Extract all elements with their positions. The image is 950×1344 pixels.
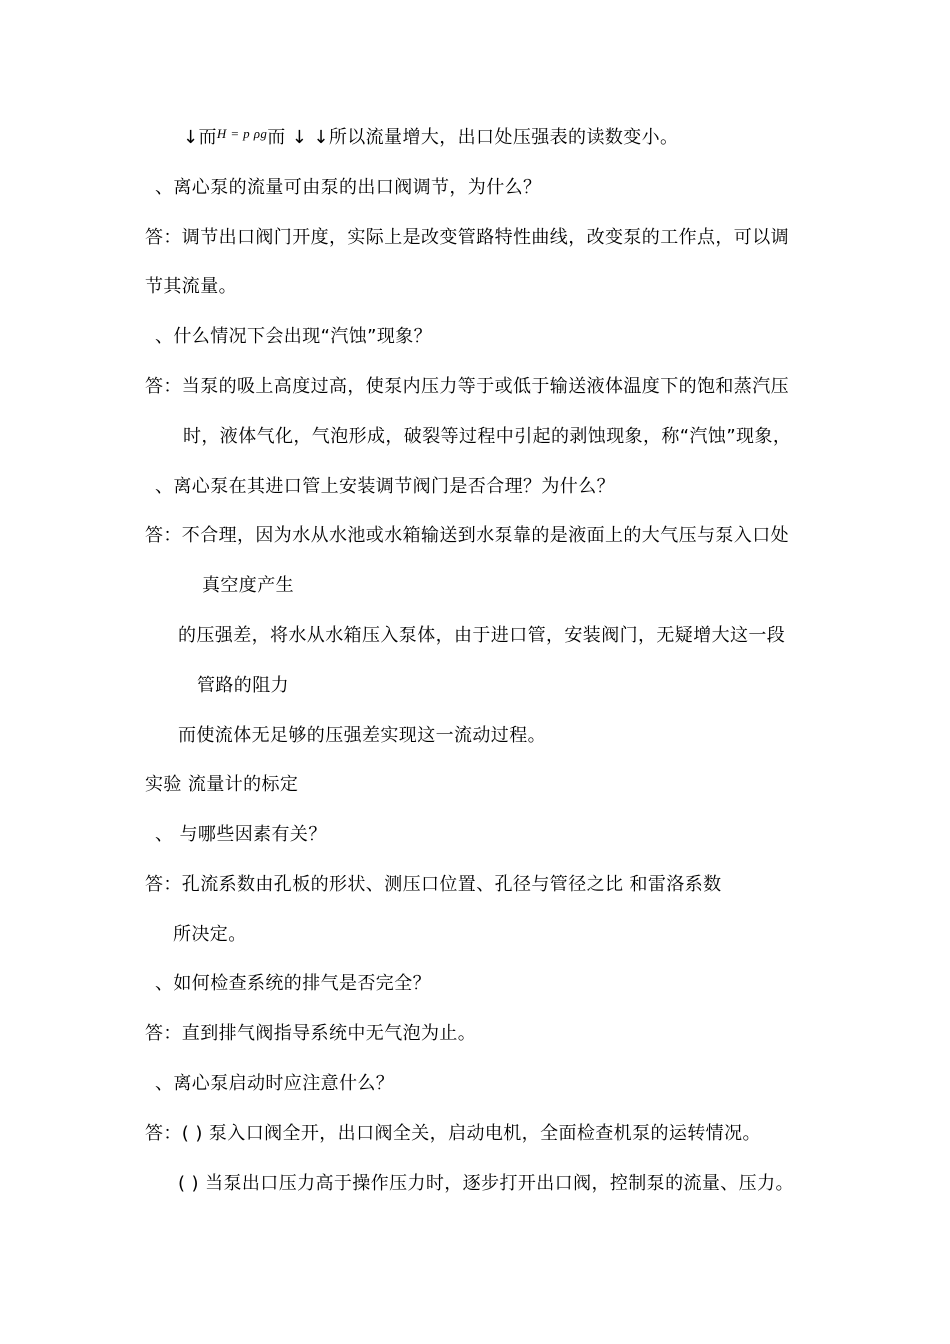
answer-line: ( ) 当泵出口压力高于操作压力时，逐步打开出口阀，控制泵的流量、压力。	[178, 1173, 794, 1194]
section-heading: 实验 流量计的标定	[145, 774, 299, 795]
text-segment: 而 ↓ ↓所以流量增大，出口处压强表的读数变小。	[267, 127, 679, 148]
answer-line: 管路的阻力	[197, 675, 289, 696]
question-heading: 、如何检查系统的排气是否完全？	[155, 973, 431, 994]
question-heading: 、离心泵的流量可由泵的出口阀调节，为什么？	[155, 177, 542, 198]
answer-line: 所决定。	[173, 924, 247, 945]
answer-line: 时，液体气化，气泡形成，破裂等过程中引起的剥蚀现象，称“汽蚀”现象，	[183, 426, 792, 447]
text-segment: ↓而	[183, 127, 217, 148]
question-heading: 、离心泵在其进口管上安装调节阀门是否合理？为什么？	[155, 476, 615, 497]
answer-line: 答：当泵的吸上高度过高，使泵内压力等于或低于输送液体温度下的饱和蒸汽压	[145, 376, 789, 397]
question-heading: 、什么情况下会出现“汽蚀”现象？	[155, 326, 433, 347]
question-heading: 、 与哪些因素有关？	[155, 824, 327, 845]
answer-line: 而使流体无足够的压强差实现这一流动过程。	[178, 725, 546, 746]
formula-h-equals-p-rho-g: H = p ρg	[216, 126, 268, 141]
answer-line: 真空度产生	[202, 575, 294, 596]
text-line-1	[183, 126, 678, 151]
answer-line: 答：( ) 泵入口阀全开，出口阀全关，启动电机，全面检查机泵的运转情况。	[145, 1123, 761, 1144]
answer-line: 的压强差，将水从水箱压入泵体，由于进口管，安装阀门，无疑增大这一段	[178, 625, 786, 646]
question-heading: 、离心泵启动时应注意什么？	[155, 1073, 395, 1094]
answer-line: 答：孔流系数由孔板的形状、测压口位置、孔径与管径之比 和雷洛系数	[145, 874, 722, 895]
answer-line: 答：调节出口阀门开度，实际上是改变管路特性曲线，改变泵的工作点，可以调	[145, 227, 789, 248]
answer-line: 答：直到排气阀指导系统中无气泡为止。	[145, 1023, 477, 1044]
answer-line: 节其流量。	[145, 276, 237, 297]
answer-line: 答：不合理，因为水从水池或水箱输送到水泵靠的是液面上的大气压与泵入口处	[145, 525, 789, 546]
